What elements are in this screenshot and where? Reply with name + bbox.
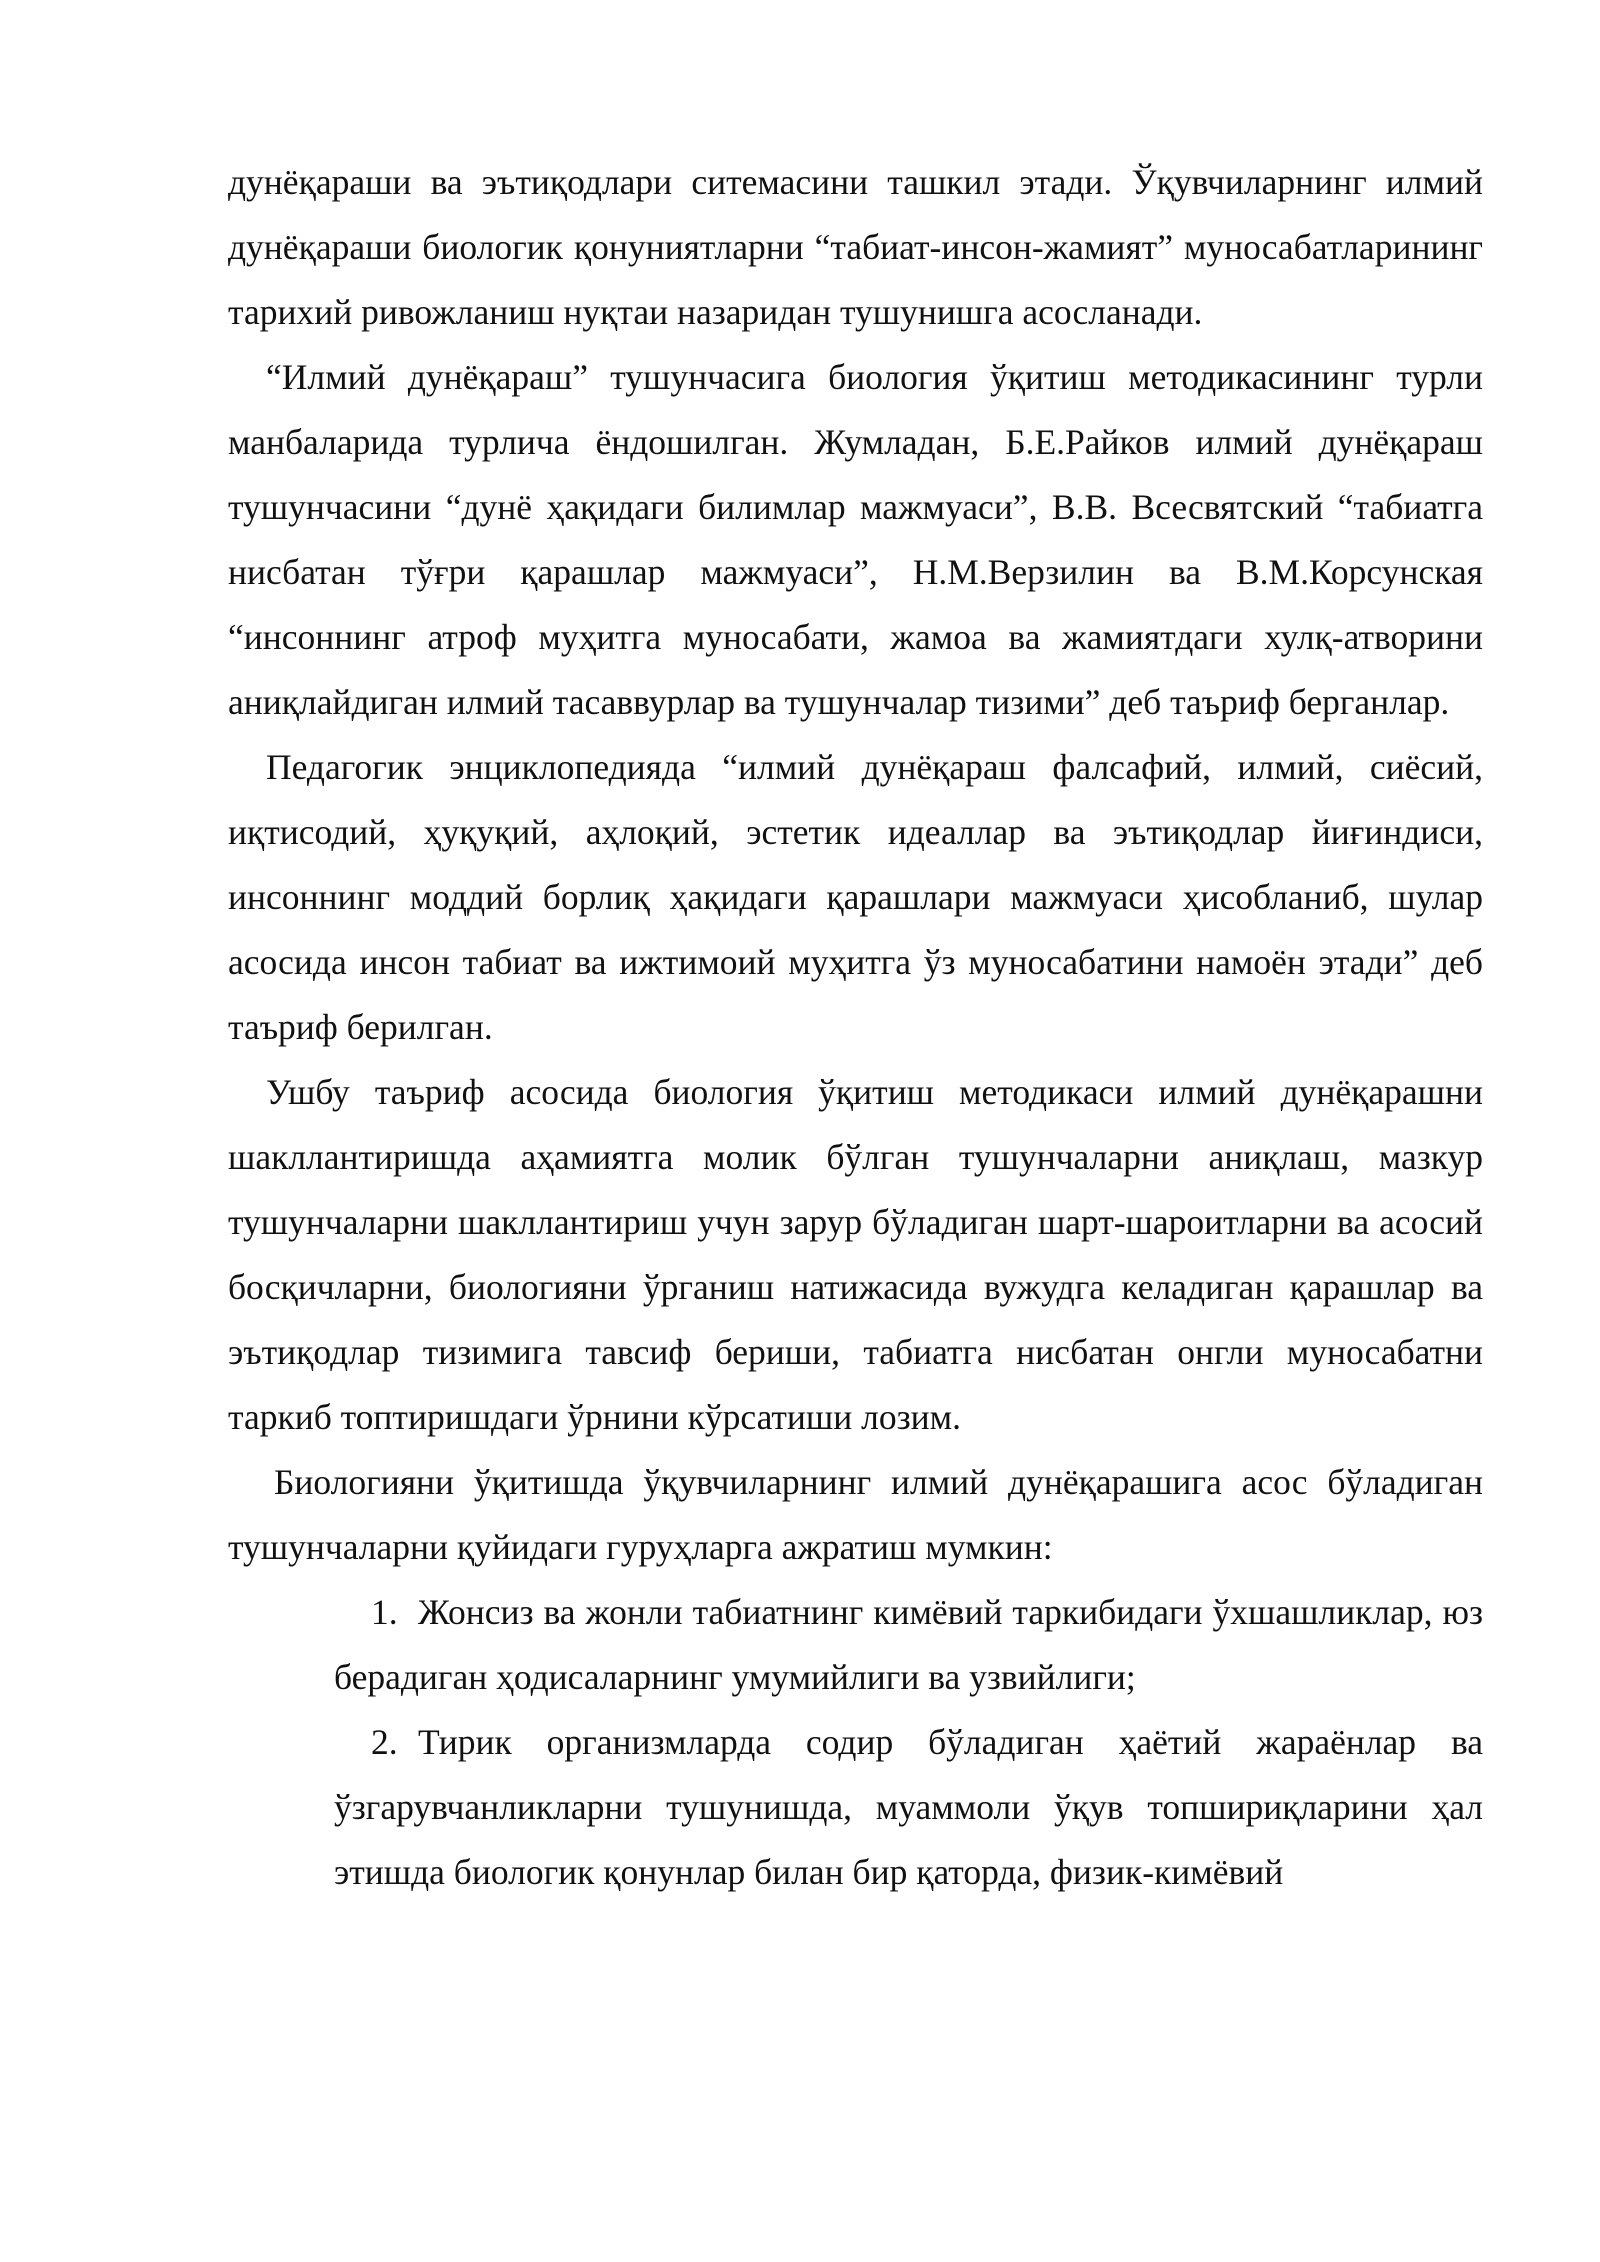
paragraph-1: дунёқараши ва эътиқодлари ситемасини ташкил этади. Ўқувчиларнинг илмий дунёқараши биологик қонуниятларни “табиат-инсон-жамият” муносабатларининг тарихий ривожланиш нуқтаи назаридан тушунишга асосланади. <box>228 162 1483 332</box>
list-item-text: Жонсиз ва жонли табиатнинг кимёвий таркибидаги ўхшашликлар, юз берадиган ҳодисаларнинг умумийлиги ва узвийлиги; <box>334 1592 1483 1697</box>
paragraph-2: “Илмий дунёқараш” тушунчасига биология ўқитиш методикасининг турли манбаларида турлича ёндошилган. Жумладан, Б.Е.Райков илмий дунёқараш тушунчасини “дунё ҳақидаги билимлар мажмуаси”, В.В. Всесвятский “табиатга нисбатан тўғри қарашлар мажмуаси”, Н.М.Верзилин ва В.М.Корсунская “инсоннинг атроф муҳитга муносабати, жамоа ва жамиятдаги хулқ-атворини аниқлайдиган илмий тасаввурлар ва тушунчалар тизими” деб таъриф берганлар. <box>228 357 1483 722</box>
document-body <box>228 150 1483 1905</box>
list-item-text: Тирик организмларда содир бўладиган ҳаётий жараёнлар ва ўзгарувчанликларни тушунишда, муаммоли ўқув топшириқларини ҳал этишда биологик қонунлар билан бир қаторда, физик-кимёвий <box>334 1722 1483 1892</box>
list-item-number: 1. <box>371 1592 398 1632</box>
paragraph-4: Ушбу таъриф асосида биология ўқитиш методикаси илмий дунёқарашни шакллантиришда аҳамиятга молик бўлган тушунчаларни аниқлаш, мазкур тушунчаларни шакллантириш учун зарур бўладиган шарт-шароитларни ва асосий босқичларни, биологияни ўрганиш натижасида вужудга келадиган қарашлар ва эътиқодлар тизимига тавсиф бериши, табиатга нисбатан онгли муносабатни таркиб топтиришдаги ўрнини кўрсатиши лозим. <box>228 1072 1483 1437</box>
list-item-number: 2. <box>371 1722 398 1762</box>
list-item-1 <box>334 1580 1483 1710</box>
list-item-2 <box>334 1710 1483 1905</box>
paragraph-3: Педагогик энциклопедияда “илмий дунёқараш фалсафий, илмий, сиёсий, иқтисодий, ҳуқуқий, аҳлоқий, эстетик идеаллар ва эътиқодлар йиғиндиси, инсоннинг моддий борлиқ ҳақидаги қарашлари мажмуаси ҳисобланиб, шулар асосида инсон табиат ва ижтимоий муҳитга ўз муносабатини намоён этади” деб таъриф берилган. <box>228 747 1483 1047</box>
paragraph-5: Биологияни ўқитишда ўқувчиларнинг илмий дунёқарашига асос бўладиган тушунчаларни қуйидаги гуруҳларга ажратиш мумкин: <box>228 1462 1483 1567</box>
